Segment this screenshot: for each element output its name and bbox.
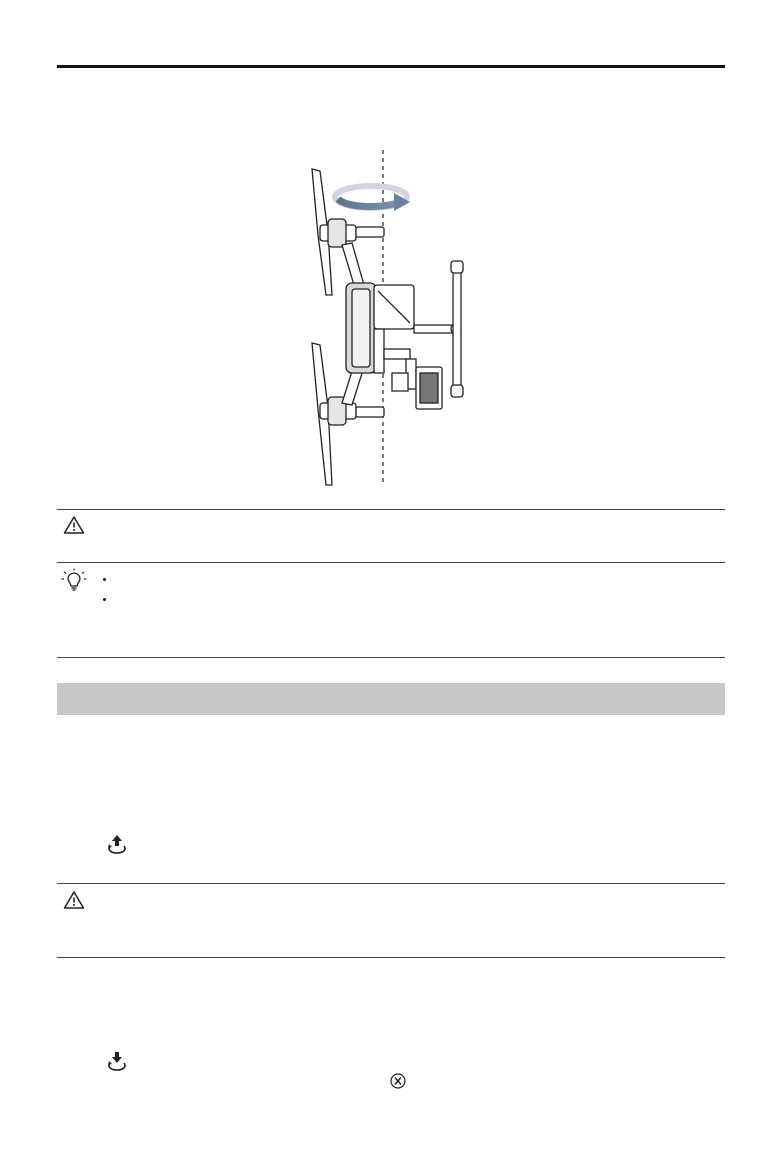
cancel-x-icon: [390, 1073, 406, 1089]
takeoff-icon: [106, 833, 128, 855]
bullet-1: [103, 578, 106, 581]
notice-bottom-rule: [57, 657, 725, 658]
notice-top-rule: [57, 509, 725, 510]
landing-icon: [106, 1050, 128, 1072]
notice2-bottom-rule: [57, 957, 725, 958]
bullet-2: [103, 598, 106, 601]
rotation-arrow-icon: [335, 186, 410, 211]
notice-divider-rule: [57, 562, 725, 563]
warning-icon: [63, 515, 85, 535]
section-header-bar: [57, 683, 725, 715]
aircraft-side-illustration: [298, 145, 498, 490]
gimbal-camera: [384, 349, 442, 409]
notice2-top-rule: [57, 883, 725, 884]
warning-icon-2: [63, 890, 85, 910]
header-rule: [57, 65, 725, 68]
lightbulb-icon: [61, 568, 87, 592]
upper-arm: [342, 243, 364, 285]
